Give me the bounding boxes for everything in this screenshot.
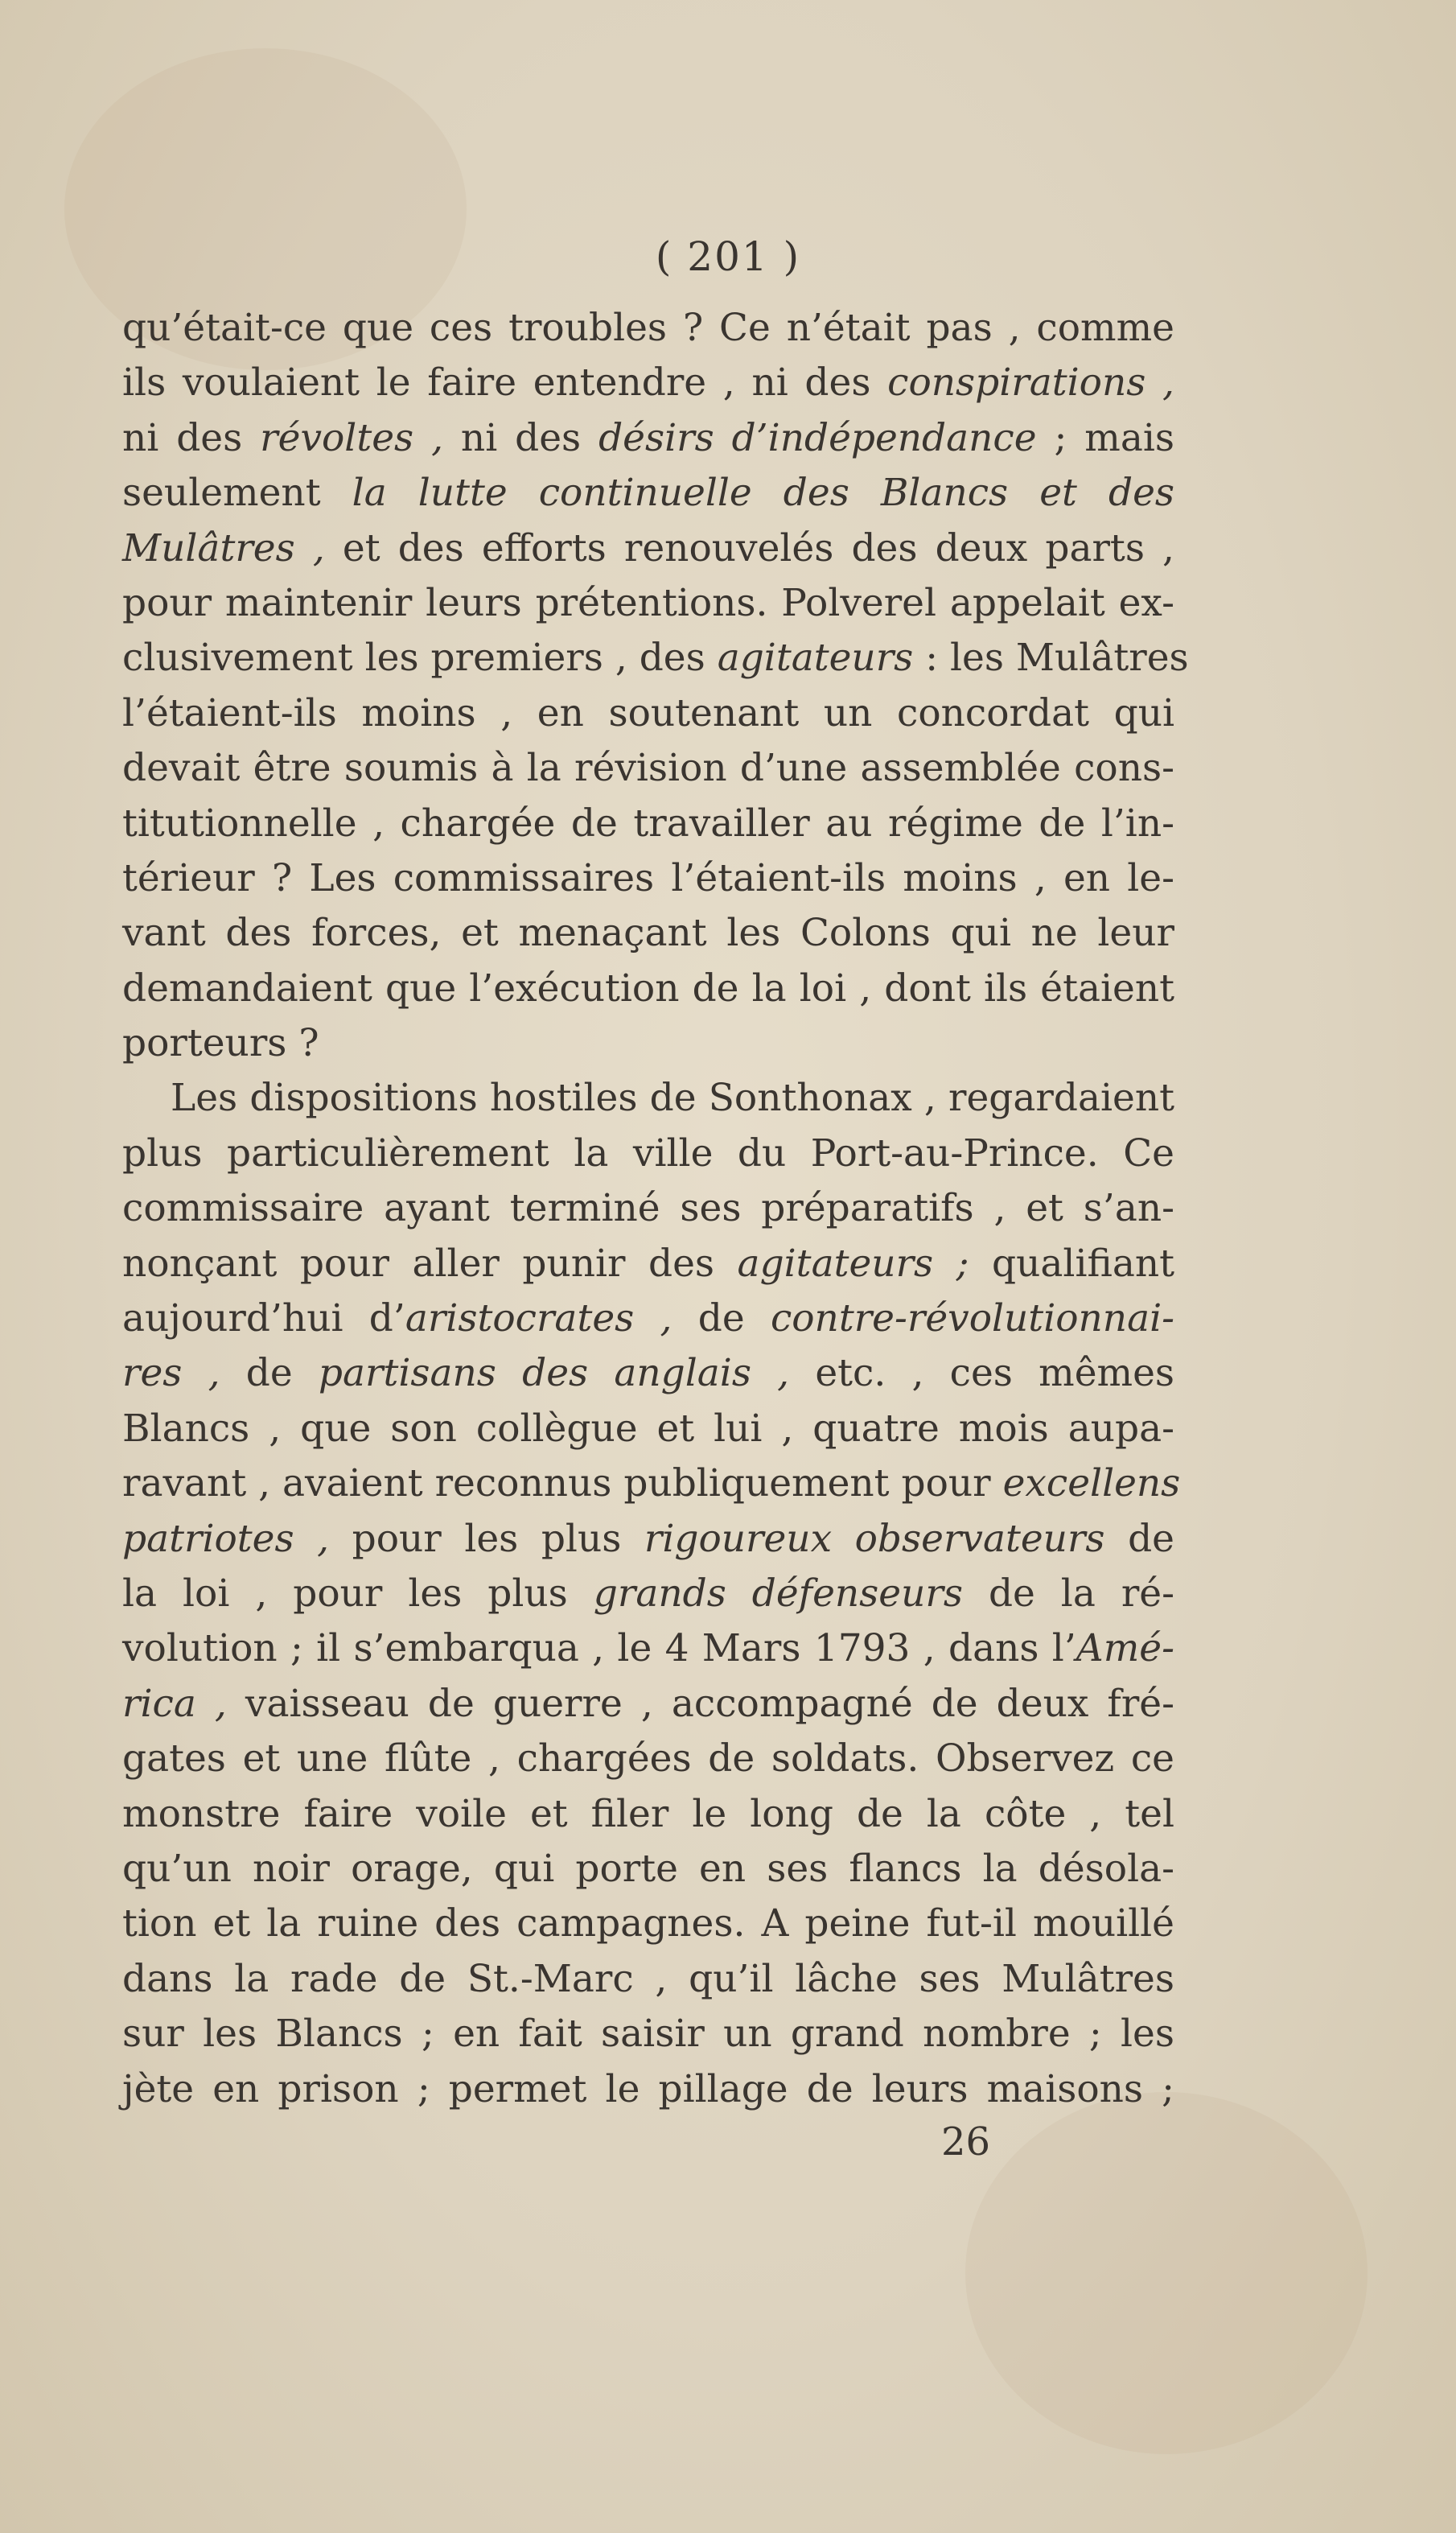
italic-text: contre-révolutionnai- [770, 1296, 1174, 1341]
text-line [122, 1732, 1174, 1786]
text-line [122, 521, 1174, 576]
italic-text: rigoureux observateurs [644, 1516, 1105, 1561]
text-run: dans la rade de St.-Marc , qu’il lâche ses Mulâtres [122, 1956, 1174, 2001]
text-run: nonçant pour aller punir des [122, 1241, 738, 1286]
text-run: vant des forces, et menaçant les Colons qui ne leur [122, 911, 1174, 956]
text-line [122, 301, 1174, 356]
text-line [122, 741, 1174, 796]
text-line [122, 1346, 1174, 1401]
italic-text: la lutte continuelle des Blancs et des [352, 471, 1175, 516]
text-line [122, 686, 1174, 741]
text-line [122, 2062, 1174, 2117]
text-run: gates et une flûte , chargées de soldats. Observez ce [122, 1736, 1174, 1781]
text-line [122, 1291, 1174, 1346]
text-run: l’étaient-ils moins , en soutenant un concordat qui [122, 690, 1174, 735]
text-run: seulement [122, 471, 352, 516]
text-run: térieur ? Les commissaires l’étaient-ils moins , en le- [122, 855, 1174, 900]
text-run: de la ré- [962, 1571, 1174, 1616]
text-run: qu’était-ce que ces troubles ? Ce n’était pas , comme [122, 306, 1174, 350]
text-run: pour maintenir leurs prétentions. Polverel appelait ex- [122, 580, 1174, 625]
text-run: clusivement les premiers , des [122, 636, 718, 681]
italic-text: Mulâtres , [122, 525, 325, 570]
text-run: : les Mulâtres [913, 636, 1189, 681]
page-number: ( 201 ) [655, 233, 801, 280]
text-line [122, 2007, 1174, 2061]
text-run: jète en prison ; permet le pillage de leurs maisons ; [122, 2066, 1174, 2111]
text-line [122, 906, 1174, 961]
text-run: sur les Blancs ; en fait saisir un grand nombre ; les [122, 2012, 1174, 2057]
text-line [122, 1677, 1174, 1732]
text-run: qualifiant [969, 1241, 1174, 1286]
text-run: ni des [122, 415, 261, 460]
text-line [122, 356, 1174, 410]
text-run: ni des [443, 415, 599, 460]
text-run: pour les plus [329, 1516, 644, 1561]
italic-text: patriotes , [122, 1516, 330, 1561]
text-run: titutionnelle , chargée de travailler au régime de l’in- [122, 801, 1174, 846]
text-line [122, 1016, 1174, 1071]
text-run: ; mais [1036, 415, 1174, 460]
italic-text: grands défenseurs [593, 1571, 963, 1616]
italic-text: agitateurs ; [737, 1241, 969, 1286]
text-run: monstre faire voile et filer le long de la côte , tel [122, 1791, 1174, 1836]
signature-mark: 26 [941, 2119, 991, 2164]
text-line [122, 631, 1189, 686]
text-line [122, 1402, 1174, 1456]
italic-text: rica , [122, 1681, 227, 1726]
text-run: porteurs ? [122, 1021, 319, 1066]
text-line [122, 466, 1174, 521]
text-run: tion et la ruine des campagnes. A peine fut-il mouillé [122, 1901, 1174, 1946]
text-run: demandaient que l’exécution de la loi , dont ils étaient [122, 966, 1174, 1011]
italic-text: aristocrates , [405, 1296, 672, 1341]
text-run: et des efforts renouvelés des deux parts , [324, 525, 1174, 570]
text-run: etc. , ces mêmes [789, 1351, 1175, 1396]
body-text [122, 301, 1189, 2117]
text-line [122, 1126, 1174, 1181]
text-run: Blancs , que son collègue et lui , quatre mois aupa- [122, 1406, 1174, 1451]
text-run: de [1104, 1516, 1174, 1561]
italic-text: excellens [1002, 1461, 1181, 1506]
text-line [122, 1621, 1174, 1676]
text-run: aujourd’hui d’ [122, 1296, 405, 1341]
text-run: Les dispositions hostiles de Sonthonax , regardaient [171, 1076, 1174, 1121]
text-line [122, 962, 1174, 1016]
text-line [122, 576, 1174, 631]
italic-text: res , [122, 1351, 220, 1396]
text-line [122, 1512, 1174, 1567]
text-run: devait être soumis à la révision d’une assemblée cons- [122, 746, 1174, 791]
text-line [122, 1237, 1174, 1291]
text-line [122, 851, 1174, 906]
text-run: ils voulaient le faire entendre , ni des [122, 360, 888, 406]
text-run: ravant , avaient reconnus publiquement pour [122, 1461, 1003, 1506]
paper-stain [965, 2092, 1368, 2454]
text-run: vaisseau de guerre , accompagné de deux fré- [226, 1681, 1174, 1726]
text-line [122, 1181, 1174, 1236]
text-line [122, 1952, 1174, 2007]
text-run: qu’un noir orage, qui porte en ses flancs la désola- [122, 1846, 1174, 1891]
text-line [122, 1897, 1174, 1951]
italic-text: agitateurs [717, 636, 914, 681]
text-line [122, 411, 1174, 466]
italic-text: révoltes , [260, 415, 444, 460]
text-line [122, 1567, 1174, 1621]
text-line [122, 1456, 1181, 1511]
text-line [122, 797, 1174, 851]
text-run: de [220, 1351, 319, 1396]
text-run: volution ; il s’embarqua , le 4 Mars 1793 , dans l’ [122, 1626, 1076, 1671]
italic-text: désirs d’indépendance [598, 415, 1037, 460]
text-line [122, 1787, 1174, 1842]
text-run: commissaire ayant terminé ses préparatifs , et s’an- [122, 1186, 1174, 1231]
italic-text: conspirations , [887, 360, 1174, 406]
text-line [122, 1842, 1174, 1897]
text-run: la loi , pour les plus [122, 1571, 594, 1616]
text-line [122, 1071, 1174, 1126]
text-run: de [672, 1296, 771, 1341]
italic-text: Amé- [1076, 1626, 1174, 1671]
text-run: plus particulièrement la ville du Port-au-Prince. Ce [122, 1131, 1174, 1176]
italic-text: partisans des anglais , [318, 1351, 790, 1396]
